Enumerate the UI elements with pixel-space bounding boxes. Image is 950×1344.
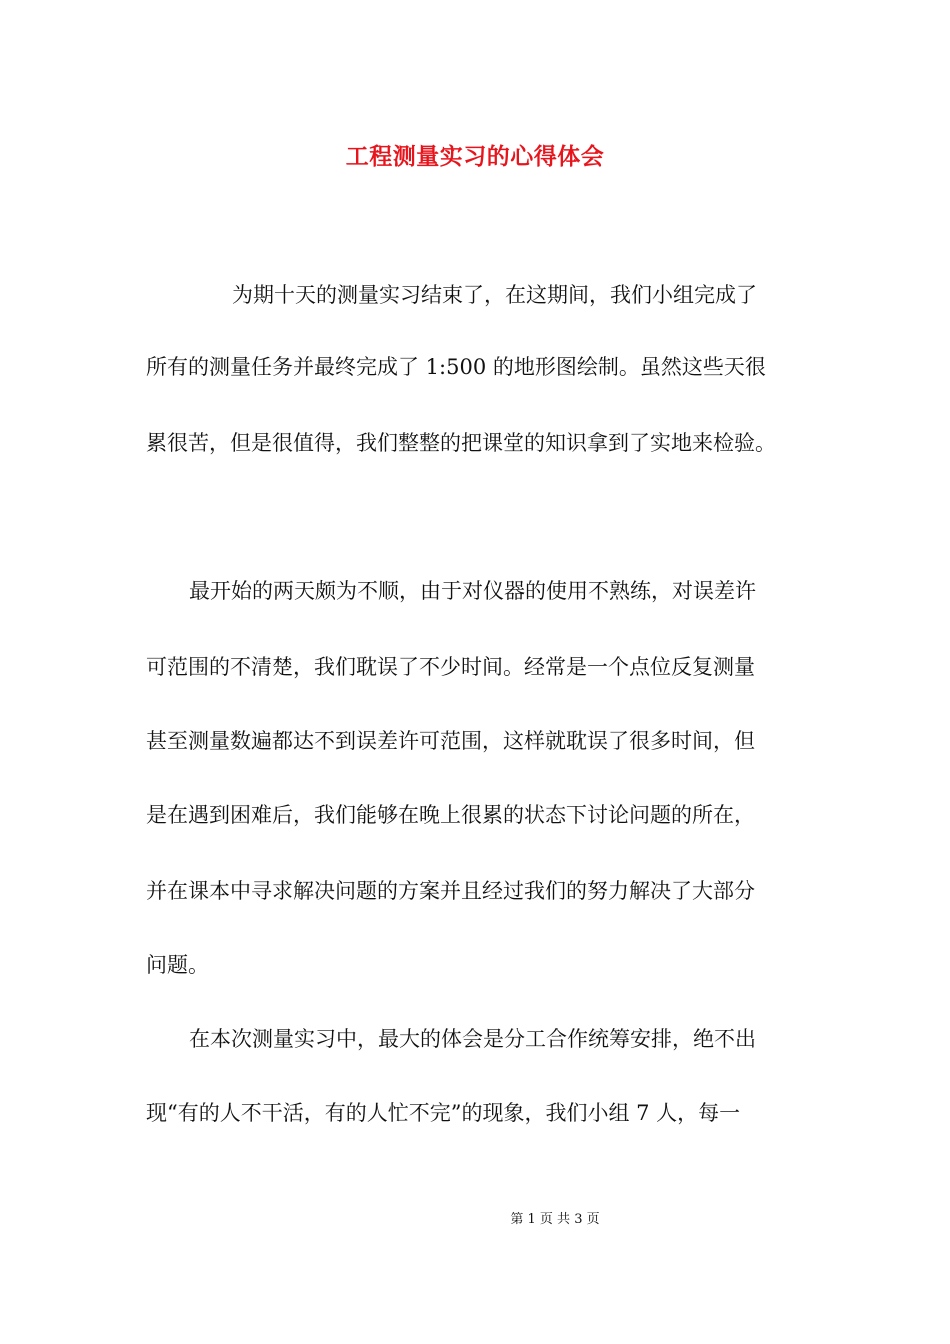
paragraph-line: 最开始的两天颇为不顺，由于对仪器的使用不熟练，对误差许 [189,579,756,603]
paragraph-line: 是在遇到困难后，我们能够在晚上很累的状态下讨论问题的所在， [146,803,755,827]
page-footer: 第 1 页 共 3 页 [510,1212,600,1227]
paragraph-line: 为期十天的测量实习结束了，在这期间，我们小组完成了 [232,283,757,307]
paragraph-line: 问题。 [146,953,209,977]
paragraph-line: 现“有的人不干活，有的人忙不完”的现象，我们小组 7 人，每一 [146,1101,741,1125]
document-title: 工程测量实习的心得体会 [345,143,605,170]
paragraph-line: 可范围的不清楚，我们耽误了不少时间。经常是一个点位反复测量 [146,655,755,679]
paragraph-line: 所有的测量任务并最终完成了 1:500 的地形图绘制。虽然这些天很 [146,355,766,379]
paragraph-line: 并在课本中寻求解决问题的方案并且经过我们的努力解决了大部分 [146,879,755,903]
paragraph-line: 在本次测量实习中，最大的体会是分工合作统筹安排，绝不出 [189,1027,756,1051]
paragraph-line: 累很苦，但是很值得，我们整整的把课堂的知识拿到了实地来检验。 [146,431,776,455]
paragraph-line: 甚至测量数遍都达不到误差许可范围，这样就耽误了很多时间，但 [146,729,755,753]
